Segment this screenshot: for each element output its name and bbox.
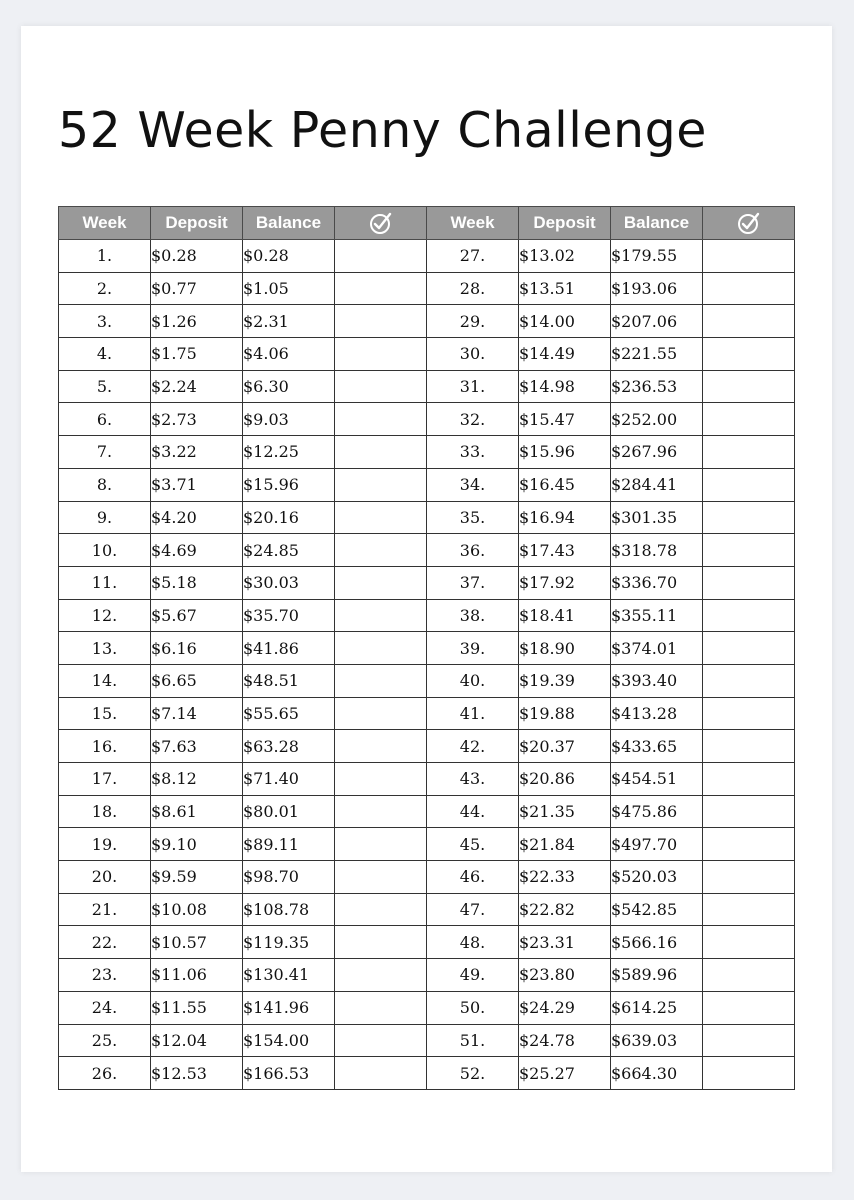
checkbox-cell[interactable] <box>703 370 795 403</box>
table-row <box>59 1024 795 1057</box>
balance-cell: $20.16 <box>243 501 335 534</box>
balance-cell: $166.53 <box>243 1057 335 1090</box>
balance-cell: $12.25 <box>243 436 335 469</box>
deposit-cell: $15.96 <box>519 436 611 469</box>
balance-cell: $252.00 <box>611 403 703 436</box>
week-cell: 38. <box>427 599 519 632</box>
balance-cell: $108.78 <box>243 893 335 926</box>
checkbox-cell[interactable] <box>335 501 427 534</box>
deposit-cell: $16.94 <box>519 501 611 534</box>
balance-cell: $639.03 <box>611 1024 703 1057</box>
deposit-cell: $11.55 <box>151 991 243 1024</box>
checkbox-cell[interactable] <box>335 566 427 599</box>
table-row <box>59 697 795 730</box>
week-cell: 8. <box>59 468 151 501</box>
balance-cell: $542.85 <box>611 893 703 926</box>
deposit-cell: $12.53 <box>151 1057 243 1090</box>
balance-cell: $284.41 <box>611 468 703 501</box>
table-row <box>59 370 795 403</box>
balance-cell: $63.28 <box>243 730 335 763</box>
deposit-cell: $3.71 <box>151 468 243 501</box>
week-cell: 19. <box>59 828 151 861</box>
checkbox-cell[interactable] <box>335 468 427 501</box>
checkbox-cell[interactable] <box>335 893 427 926</box>
deposit-cell: $15.47 <box>519 403 611 436</box>
checkbox-cell[interactable] <box>335 828 427 861</box>
week-cell: 6. <box>59 403 151 436</box>
checkbox-cell[interactable] <box>703 305 795 338</box>
balance-cell: $475.86 <box>611 795 703 828</box>
balance-cell: $301.35 <box>611 501 703 534</box>
deposit-cell: $5.67 <box>151 599 243 632</box>
table-row <box>59 305 795 338</box>
week-cell: 17. <box>59 763 151 796</box>
balance-cell: $433.65 <box>611 730 703 763</box>
week-cell: 24. <box>59 991 151 1024</box>
week-cell: 31. <box>427 370 519 403</box>
week-cell: 50. <box>427 991 519 1024</box>
checkbox-cell[interactable] <box>703 730 795 763</box>
deposit-cell: $12.04 <box>151 1024 243 1057</box>
deposit-cell: $9.10 <box>151 828 243 861</box>
deposit-cell: $3.22 <box>151 436 243 469</box>
week-cell: 39. <box>427 632 519 665</box>
deposit-cell: $6.65 <box>151 664 243 697</box>
week-cell: 14. <box>59 664 151 697</box>
table-row <box>59 566 795 599</box>
checkbox-cell[interactable] <box>703 861 795 894</box>
checkbox-cell[interactable] <box>335 991 427 1024</box>
week-cell: 11. <box>59 566 151 599</box>
checkbox-cell[interactable] <box>703 566 795 599</box>
deposit-cell: $8.61 <box>151 795 243 828</box>
checkbox-cell[interactable] <box>703 1024 795 1057</box>
balance-cell: $30.03 <box>243 566 335 599</box>
check-header-2 <box>703 207 795 240</box>
checkbox-cell[interactable] <box>335 436 427 469</box>
checkbox-cell[interactable] <box>703 632 795 665</box>
balance-cell: $193.06 <box>611 272 703 305</box>
table-row <box>59 991 795 1024</box>
checkbox-cell[interactable] <box>335 370 427 403</box>
week-cell: 5. <box>59 370 151 403</box>
deposit-cell: $0.28 <box>151 240 243 273</box>
balance-cell: $80.01 <box>243 795 335 828</box>
week-cell: 20. <box>59 861 151 894</box>
balance-cell: $154.00 <box>243 1024 335 1057</box>
balance-cell: $119.35 <box>243 926 335 959</box>
checkbox-cell[interactable] <box>335 795 427 828</box>
table-row <box>59 926 795 959</box>
checkbox-cell[interactable] <box>703 599 795 632</box>
balance-cell: $1.05 <box>243 272 335 305</box>
deposit-cell: $4.69 <box>151 534 243 567</box>
week-cell: 42. <box>427 730 519 763</box>
week-cell: 9. <box>59 501 151 534</box>
week-cell: 26. <box>59 1057 151 1090</box>
balance-header-2: Balance <box>611 207 703 240</box>
week-header-2: Week <box>427 207 519 240</box>
header-row <box>59 207 795 240</box>
deposit-cell: $20.37 <box>519 730 611 763</box>
checkbox-cell[interactable] <box>703 664 795 697</box>
checkbox-cell[interactable] <box>335 272 427 305</box>
table-row <box>59 632 795 665</box>
checkbox-cell[interactable] <box>335 664 427 697</box>
balance-cell: $614.25 <box>611 991 703 1024</box>
week-header: Week <box>59 207 151 240</box>
deposit-cell: $17.92 <box>519 566 611 599</box>
deposit-cell: $18.90 <box>519 632 611 665</box>
checkbox-cell[interactable] <box>703 763 795 796</box>
check-circle-icon <box>737 211 761 235</box>
deposit-cell: $7.63 <box>151 730 243 763</box>
week-cell: 7. <box>59 436 151 469</box>
table-row <box>59 1057 795 1090</box>
check-circle-icon <box>369 211 393 235</box>
deposit-cell: $21.35 <box>519 795 611 828</box>
checkbox-cell[interactable] <box>703 338 795 371</box>
checkbox-cell[interactable] <box>335 959 427 992</box>
balance-cell: $130.41 <box>243 959 335 992</box>
checkbox-cell[interactable] <box>335 632 427 665</box>
deposit-cell: $13.02 <box>519 240 611 273</box>
week-cell: 46. <box>427 861 519 894</box>
deposit-cell: $0.77 <box>151 272 243 305</box>
week-cell: 3. <box>59 305 151 338</box>
balance-cell: $9.03 <box>243 403 335 436</box>
deposit-cell: $23.31 <box>519 926 611 959</box>
deposit-cell: $13.51 <box>519 272 611 305</box>
balance-cell: $236.53 <box>611 370 703 403</box>
deposit-cell: $20.86 <box>519 763 611 796</box>
deposit-cell: $1.75 <box>151 338 243 371</box>
deposit-cell: $23.80 <box>519 959 611 992</box>
balance-cell: $664.30 <box>611 1057 703 1090</box>
table-body <box>59 240 795 1090</box>
deposit-cell: $10.57 <box>151 926 243 959</box>
table-row <box>59 893 795 926</box>
balance-cell: $179.55 <box>611 240 703 273</box>
balance-cell: $336.70 <box>611 566 703 599</box>
balance-cell: $589.96 <box>611 959 703 992</box>
week-cell: 32. <box>427 403 519 436</box>
week-cell: 23. <box>59 959 151 992</box>
week-cell: 49. <box>427 959 519 992</box>
table-row <box>59 959 795 992</box>
deposit-cell: $5.18 <box>151 566 243 599</box>
week-cell: 2. <box>59 272 151 305</box>
checkbox-cell[interactable] <box>703 468 795 501</box>
week-cell: 36. <box>427 534 519 567</box>
balance-header: Balance <box>243 207 335 240</box>
balance-cell: $41.86 <box>243 632 335 665</box>
checkbox-cell[interactable] <box>703 828 795 861</box>
week-cell: 35. <box>427 501 519 534</box>
balance-cell: $2.31 <box>243 305 335 338</box>
checkbox-cell[interactable] <box>335 534 427 567</box>
balance-cell: $15.96 <box>243 468 335 501</box>
week-cell: 37. <box>427 566 519 599</box>
table-row <box>59 240 795 273</box>
table-row <box>59 403 795 436</box>
week-cell: 25. <box>59 1024 151 1057</box>
week-cell: 10. <box>59 534 151 567</box>
week-cell: 21. <box>59 893 151 926</box>
checkbox-cell[interactable] <box>703 403 795 436</box>
deposit-cell: $22.33 <box>519 861 611 894</box>
deposit-cell: $8.12 <box>151 763 243 796</box>
deposit-cell: $6.16 <box>151 632 243 665</box>
balance-cell: $207.06 <box>611 305 703 338</box>
checkbox-cell[interactable] <box>335 305 427 338</box>
table-row <box>59 730 795 763</box>
deposit-header-2: Deposit <box>519 207 611 240</box>
week-cell: 18. <box>59 795 151 828</box>
table-row <box>59 599 795 632</box>
table-row <box>59 468 795 501</box>
week-cell: 16. <box>59 730 151 763</box>
deposit-cell: $10.08 <box>151 893 243 926</box>
checkbox-cell[interactable] <box>335 926 427 959</box>
deposit-cell: $25.27 <box>519 1057 611 1090</box>
week-cell: 47. <box>427 893 519 926</box>
week-cell: 51. <box>427 1024 519 1057</box>
checkbox-cell[interactable] <box>703 926 795 959</box>
balance-cell: $4.06 <box>243 338 335 371</box>
week-cell: 33. <box>427 436 519 469</box>
week-cell: 30. <box>427 338 519 371</box>
week-cell: 27. <box>427 240 519 273</box>
week-cell: 43. <box>427 763 519 796</box>
balance-cell: $355.11 <box>611 599 703 632</box>
check-header <box>335 207 427 240</box>
checkbox-cell[interactable] <box>703 959 795 992</box>
deposit-cell: $22.82 <box>519 893 611 926</box>
week-cell: 28. <box>427 272 519 305</box>
table-row <box>59 534 795 567</box>
balance-cell: $141.96 <box>243 991 335 1024</box>
week-cell: 29. <box>427 305 519 338</box>
deposit-cell: $17.43 <box>519 534 611 567</box>
balance-cell: $221.55 <box>611 338 703 371</box>
week-cell: 48. <box>427 926 519 959</box>
balance-cell: $55.65 <box>243 697 335 730</box>
balance-cell: $566.16 <box>611 926 703 959</box>
table-row <box>59 501 795 534</box>
week-cell: 34. <box>427 468 519 501</box>
checkbox-cell[interactable] <box>335 1057 427 1090</box>
week-cell: 22. <box>59 926 151 959</box>
table-row <box>59 436 795 469</box>
checkbox-cell[interactable] <box>703 991 795 1024</box>
balance-cell: $413.28 <box>611 697 703 730</box>
balance-cell: $35.70 <box>243 599 335 632</box>
checkbox-cell[interactable] <box>335 240 427 273</box>
table-row <box>59 763 795 796</box>
deposit-cell: $1.26 <box>151 305 243 338</box>
checkbox-cell[interactable] <box>703 1057 795 1090</box>
balance-cell: $520.03 <box>611 861 703 894</box>
table-row <box>59 272 795 305</box>
deposit-cell: $9.59 <box>151 861 243 894</box>
deposit-cell: $14.00 <box>519 305 611 338</box>
checkbox-cell[interactable] <box>335 730 427 763</box>
table-row <box>59 861 795 894</box>
checkbox-cell[interactable] <box>335 599 427 632</box>
deposit-cell: $14.98 <box>519 370 611 403</box>
week-cell: 41. <box>427 697 519 730</box>
week-cell: 12. <box>59 599 151 632</box>
week-cell: 52. <box>427 1057 519 1090</box>
balance-cell: $98.70 <box>243 861 335 894</box>
checkbox-cell[interactable] <box>703 893 795 926</box>
deposit-cell: $24.29 <box>519 991 611 1024</box>
balance-cell: $6.30 <box>243 370 335 403</box>
deposit-cell: $18.41 <box>519 599 611 632</box>
balance-cell: $318.78 <box>611 534 703 567</box>
checkbox-cell[interactable] <box>703 697 795 730</box>
checkbox-cell[interactable] <box>703 501 795 534</box>
deposit-cell: $21.84 <box>519 828 611 861</box>
week-cell: 4. <box>59 338 151 371</box>
balance-cell: $0.28 <box>243 240 335 273</box>
deposit-header: Deposit <box>151 207 243 240</box>
balance-cell: $374.01 <box>611 632 703 665</box>
page-title: 52 Week Penny Challenge <box>58 102 707 159</box>
deposit-cell: $14.49 <box>519 338 611 371</box>
checkbox-cell[interactable] <box>335 763 427 796</box>
balance-cell: $71.40 <box>243 763 335 796</box>
table-row <box>59 828 795 861</box>
balance-cell: $454.51 <box>611 763 703 796</box>
deposit-cell: $24.78 <box>519 1024 611 1057</box>
deposit-cell: $2.24 <box>151 370 243 403</box>
savings-table <box>58 206 795 1090</box>
checkbox-cell[interactable] <box>335 403 427 436</box>
table-row <box>59 795 795 828</box>
checkbox-cell[interactable] <box>703 272 795 305</box>
checkbox-cell[interactable] <box>703 534 795 567</box>
checkbox-cell[interactable] <box>335 1024 427 1057</box>
balance-cell: $497.70 <box>611 828 703 861</box>
balance-cell: $48.51 <box>243 664 335 697</box>
checkbox-cell[interactable] <box>335 861 427 894</box>
deposit-cell: $19.88 <box>519 697 611 730</box>
balance-cell: $24.85 <box>243 534 335 567</box>
week-cell: 40. <box>427 664 519 697</box>
deposit-cell: $2.73 <box>151 403 243 436</box>
deposit-cell: $7.14 <box>151 697 243 730</box>
deposit-cell: $19.39 <box>519 664 611 697</box>
balance-cell: $393.40 <box>611 664 703 697</box>
balance-cell: $267.96 <box>611 436 703 469</box>
checkbox-cell[interactable] <box>335 338 427 371</box>
week-cell: 13. <box>59 632 151 665</box>
deposit-cell: $16.45 <box>519 468 611 501</box>
checkbox-cell[interactable] <box>703 795 795 828</box>
week-cell: 1. <box>59 240 151 273</box>
checkbox-cell[interactable] <box>335 697 427 730</box>
checkbox-cell[interactable] <box>703 436 795 469</box>
checkbox-cell[interactable] <box>703 240 795 273</box>
balance-cell: $89.11 <box>243 828 335 861</box>
week-cell: 45. <box>427 828 519 861</box>
week-cell: 44. <box>427 795 519 828</box>
table-row <box>59 664 795 697</box>
deposit-cell: $4.20 <box>151 501 243 534</box>
table-row <box>59 338 795 371</box>
week-cell: 15. <box>59 697 151 730</box>
deposit-cell: $11.06 <box>151 959 243 992</box>
